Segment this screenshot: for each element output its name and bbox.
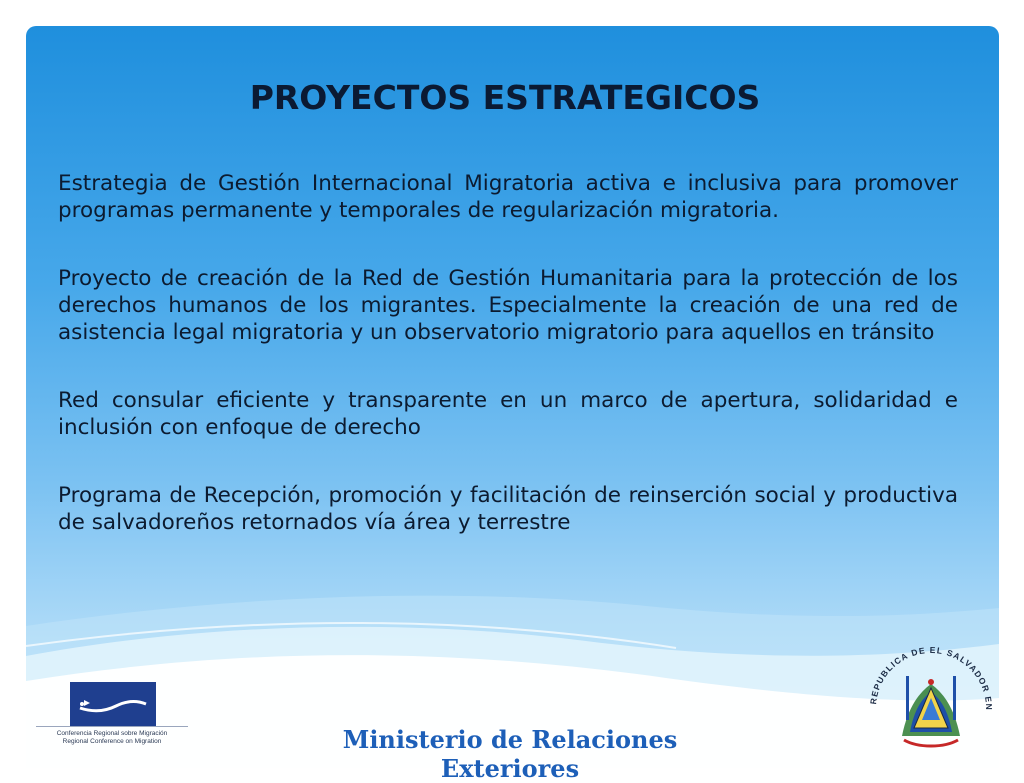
paragraph-consular-network: Red consular eficiente y transparente en un marco de apertura, solidaridad e inclusión con enfoque de derecho <box>58 388 958 440</box>
el-salvador-seal-icon <box>862 636 1000 764</box>
crm-caption-line-1: Conferencia Regional sobre Migración <box>56 730 168 737</box>
crm-logo <box>36 680 188 752</box>
crm-caption-line-2: Regional Conference on Migration <box>62 738 162 745</box>
bird-icon <box>70 682 156 726</box>
paragraph-reception-program: Programa de Recepción, promoción y facilitación de reinserción social y productiva de salvadoreños retornados vía área y terrestre <box>58 483 958 535</box>
crm-caption <box>36 730 188 746</box>
paragraph-strategy: Estrategia de Gestión Internacional Migratoria activa e inclusiva para promover programas permanente y temporales de regularización migratoria. <box>58 171 958 223</box>
seal-text: REPUBLICA DE EL SALVADOR EN <box>868 644 995 712</box>
slide-title: PROYECTOS ESTRATEGICOS <box>249 78 761 117</box>
crm-emblem <box>70 682 156 726</box>
slide-content <box>58 170 958 577</box>
coat-of-arms-seal <box>862 636 1000 764</box>
ministry-name: Ministerio de Relaciones Exteriores <box>342 725 678 783</box>
paragraph-humanitarian-network: Proyecto de creación de la Red de Gestión Humanitaria para la protección de los derechos humanos de los migrantes. Especialmente la creación de una red de asistencia legal migratoria y un observatorio migratorio para aquellos en tránsito <box>58 266 958 345</box>
crm-divider <box>36 726 188 727</box>
